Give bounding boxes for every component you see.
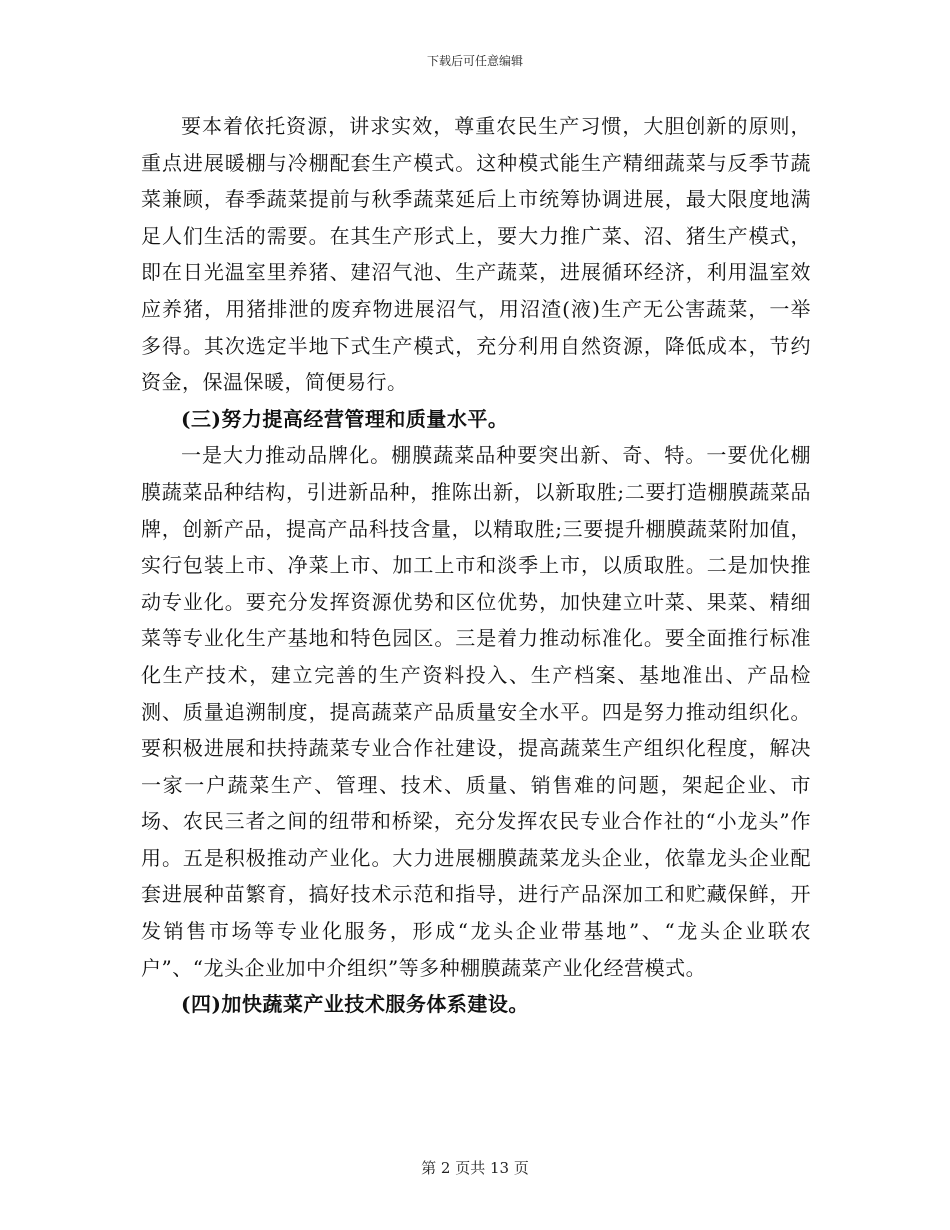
section-heading-4: (四)加快蔬菜产业技术服务体系建设。 — [181, 992, 529, 1017]
paragraph-production-model: 要本着依托资源，讲求实效，尊重农民生产习惯，大胆创新的原则，重点进展暖棚与冷棚配套生产模式。这种模式能生产精细蔬菜与反季节蔬菜兼顾，春季蔬菜提前与秋季蔬菜延后上市统筹协调进展，最大限度地满足人们生活的需要。在其生产形式上，要大力推广菜、沼、猪生产模式，即在日光温室里养猪、建沼气池、生产蔬菜，进展循环经济，利用温室效应养猪，用猪排泄的废弃物进展沼气，用沼渣(液)生产无公害蔬菜，一举多得。其次选定半地下式生产模式，充分利用自然资源，降低成本，节约资金，保温保暖，简便易行。 — [141, 114, 811, 395]
section-heading-3: (三)努力提高经营管理和质量水平。 — [181, 406, 509, 431]
page-header: 下载后可任意编辑 — [426, 54, 523, 68]
paragraph-management-quality: 一是大力推动品牌化。棚膜蔬菜品种要突出新、奇、特。一要优化棚膜蔬菜品种结构，引进新品种，推陈出新，以新取胜;二要打造棚膜蔬菜品牌，创新产品，提高产品科技含量，以精取胜;三要提升棚膜蔬菜附加值，实行包装上市、净菜上市、加工上市和淡季上市，以质取胜。二是加快推动专业化。要充分发挥资源优势和区位优势，加快建立叶菜、果菜、精细菜等专业化生产基地和特色园区。三是着力推动标准化。要全面推行标准化生产技术，建立完善的生产资料投入、生产档案、基地准出、产品检测、质量追溯制度，提高蔬菜产品质量安全水平。四是努力推动组织化。要积极进展和扶持蔬菜专业合作社建设，提高蔬菜生产组织化程度，解决一家一户蔬菜生产、管理、技术、质量、销售难的问题，架起企业、市场、农民三者之间的纽带和桥梁，充分发挥农民专业合作社的“小龙头”作用。五是积极推动产业化。大力进展棚膜蔬菜龙头企业，依靠龙头企业配套进展种苗繁育，搞好技术示范和指导，进行产品深加工和贮藏保鲜，开发销售市场等专业化服务，形成“龙头企业带基地”、“龙头企业联农户”、“龙头企业加中介组织”等多种棚膜蔬菜产业化经营模式。 — [141, 443, 811, 980]
document-body — [141, 108, 811, 1023]
page-footer: 第 2 页共 13 页 — [421, 1159, 529, 1177]
